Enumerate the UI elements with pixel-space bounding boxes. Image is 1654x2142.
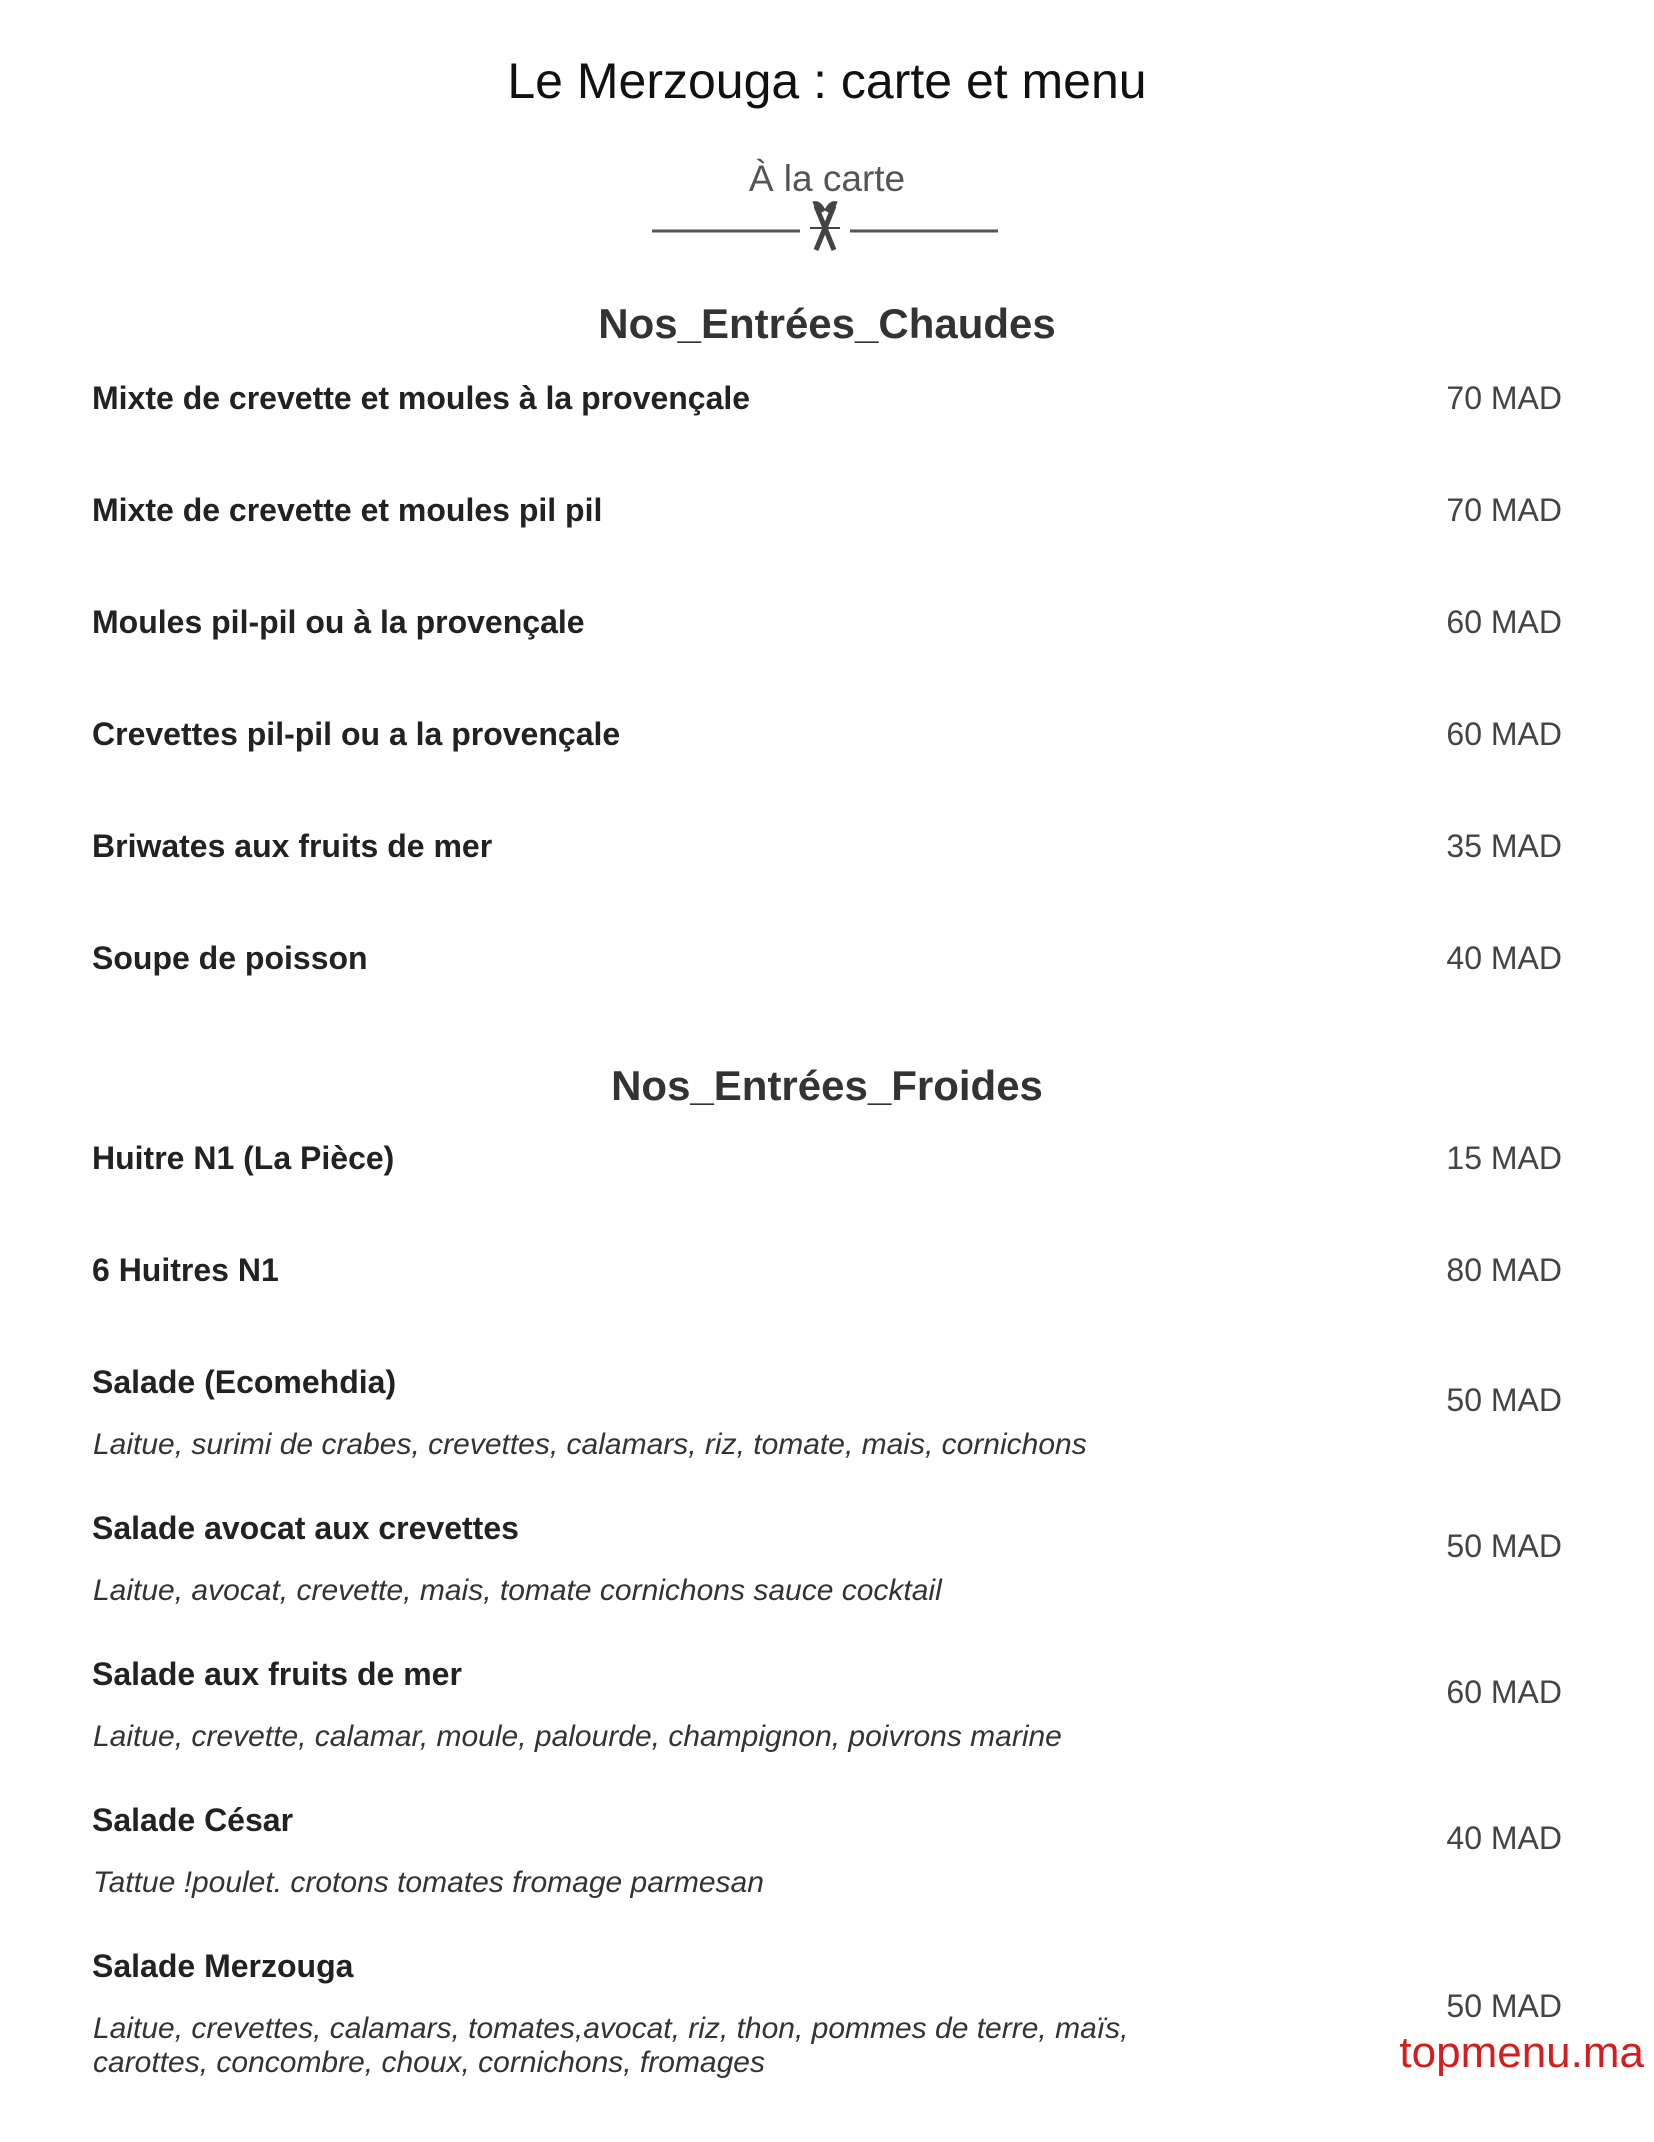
- divider: [650, 198, 1000, 254]
- menu-item-price: 40 MAD: [1446, 1820, 1562, 1856]
- menu-item-price: 50 MAD: [1446, 1528, 1562, 1564]
- menu-item-price: 15 MAD: [1446, 1140, 1562, 1176]
- menu-item-name: Salade César: [92, 1802, 294, 1838]
- menu-item-price: 50 MAD: [1446, 1988, 1562, 2024]
- menu-item-name: Salade avocat aux crevettes: [92, 1510, 519, 1546]
- menu-item-name: Mixte de crevette et moules à la provençale: [92, 380, 751, 416]
- menu-item-description: Laitue, crevette, calamar, moule, palourde, champignon, poivrons marine: [93, 1720, 1062, 1753]
- menu-item-name: Briwates aux fruits de mer: [92, 828, 493, 864]
- menu-item-description: Laitue, surimi de crabes, crevettes, calamars, riz, tomate, mais, cornichons: [93, 1428, 1087, 1461]
- menu-item-price: 40 MAD: [1446, 940, 1562, 976]
- watermark: topmenu.ma: [1399, 2028, 1644, 2077]
- menu-item-name: Salade (Ecomehdia): [92, 1364, 397, 1400]
- menu-item-name: Mixte de crevette et moules pil pil: [92, 492, 603, 528]
- menu-item-name: Crevettes pil-pil ou a la provençale: [92, 716, 621, 752]
- menu-item-name: Soupe de poisson: [92, 940, 368, 976]
- menu-item-name: Moules pil-pil ou à la provençale: [92, 604, 585, 640]
- menu-item-price: 60 MAD: [1446, 1674, 1562, 1710]
- a-la-carte-label: À la carte: [748, 158, 906, 199]
- menu-item-name: Salade aux fruits de mer: [92, 1656, 462, 1692]
- menu-item-price: 60 MAD: [1446, 604, 1562, 640]
- section-title: Nos_Entrées_Chaudes: [598, 300, 1056, 347]
- page-title: Le Merzouga : carte et menu: [507, 53, 1147, 109]
- menu-item-description: Laitue, crevettes, calamars, tomates,avocat, riz, thon, pommes de terre, maïs, carottes, concombre, choux, cornichons, fromages: [93, 2012, 1129, 2079]
- menu-item-price: 70 MAD: [1446, 380, 1562, 416]
- menu-item-price: 80 MAD: [1446, 1252, 1562, 1288]
- menu-item-name: 6 Huitres N1: [92, 1252, 279, 1288]
- menu-item-name: Salade Merzouga: [92, 1948, 354, 1984]
- menu-item-description: Laitue, avocat, crevette, mais, tomate cornichons sauce cocktail: [93, 1574, 942, 1607]
- fork-and-knife-icon: [810, 202, 840, 250]
- menu-item-price: 70 MAD: [1446, 492, 1562, 528]
- menu-item-price: 35 MAD: [1446, 828, 1562, 864]
- section-title: Nos_Entrées_Froides: [611, 1062, 1043, 1109]
- menu-item-description: Tattue !poulet. crotons tomates fromage parmesan: [93, 1866, 764, 1899]
- menu-item-price: 60 MAD: [1446, 716, 1562, 752]
- menu-item-name: Huitre N1 (La Pièce): [92, 1140, 395, 1176]
- menu-item-price: 50 MAD: [1446, 1382, 1562, 1418]
